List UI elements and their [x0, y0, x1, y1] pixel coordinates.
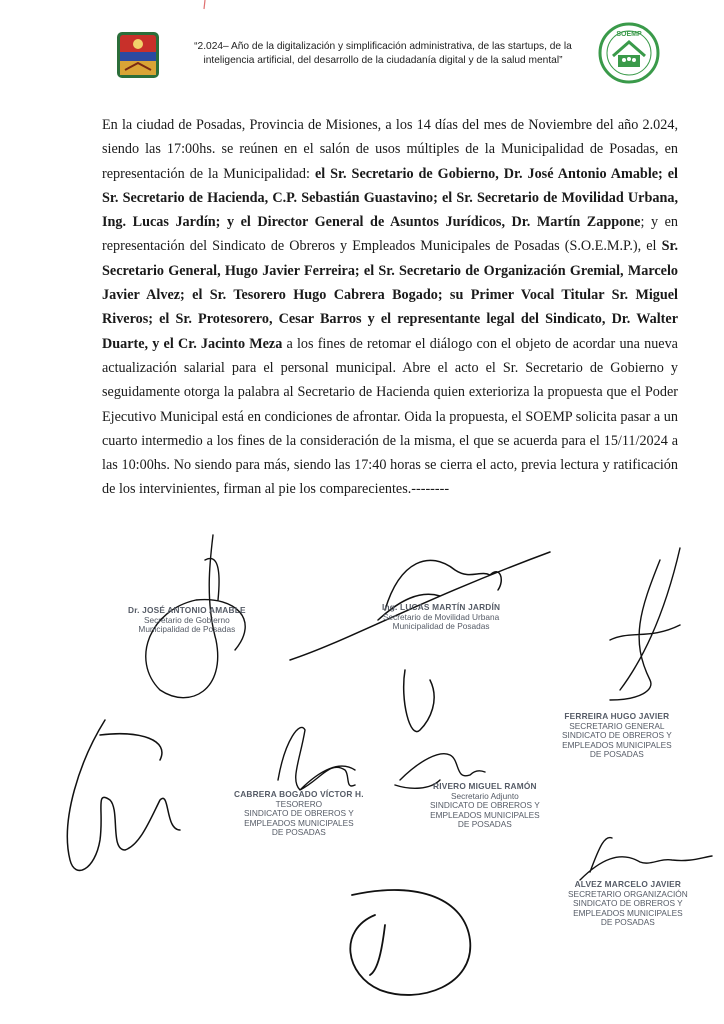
stamp-ferreira: [562, 712, 672, 760]
minutes-text-2: ; y en representación del Sindicato de Obreros y Empleados Municipales de Posadas (S.O.E.M.P.), el: [102, 214, 678, 255]
soemp-logo-text: SOEMP: [616, 31, 642, 38]
stamp-institution: DE POSADAS: [271, 827, 326, 837]
signature-cabrera: [278, 727, 355, 790]
soemp-logo: [598, 22, 660, 84]
stamp-name: Ing. LUCAS MARTÍN JARDÍN: [382, 602, 501, 612]
signature-meza: [350, 890, 470, 995]
minutes-text-1: En la ciudad de Posadas, Provincia de Misiones, a los 14 días del mes de Noviembre del año 2.024, siendo las 17:00hs. se reúnen en el salón de usos múltiples de la Municipalidad de Posadas, en representación de la Municipalidad:: [102, 117, 678, 182]
stamp-institution: SINDICATO DE OBREROS Y: [562, 730, 672, 740]
stamp-alvez: [568, 880, 688, 928]
stamp-institution: DE POSADAS: [589, 749, 644, 759]
stamp-institution: DE POSADAS: [600, 917, 655, 927]
municipal-crest-logo: [115, 30, 161, 80]
year-motto: “2.024– Año de la digitalización y simplificación administrativa, de las startups, de la inteligencia artificial, del desarrollo de la ciudadanía digital y de la salud mental”: [194, 41, 572, 66]
stamp-jardin: [382, 603, 500, 632]
stamp-institution: EMPLEADOS MUNICIPALES: [562, 739, 672, 750]
stamp-institution: Municipalidad de Posadas: [138, 624, 236, 634]
stamp-role: SECRETARIO ORGANIZACIÓN: [568, 888, 688, 899]
stamp-institution: Municipalidad de Posadas: [392, 621, 490, 631]
stamp-role: TESORERO: [275, 798, 323, 809]
stamp-role: SECRETARIO GENERAL: [569, 720, 665, 731]
stamp-name: CABRERA BOGADO VÍCTOR H.: [234, 789, 364, 799]
letterhead: [0, 0, 724, 100]
stamp-institution: SINDICATO DE OBREROS Y: [430, 800, 540, 810]
stamp-role: Secretario Adjunto: [450, 790, 519, 801]
signature-duarte: [67, 720, 180, 870]
municipal-representatives: el Sr. Secretario de Gobierno, Dr. José Antonio Amable; el Sr. Secretario de Hacienda, C.P. Sebastián Guastavino; el Sr. Secretario de Movilidad Urbana, Ing. Lucas Jardín; y el Director General de Asuntos Jurídicos, Dr. Martín Zappone: [102, 165, 678, 231]
minutes-paragraph: [102, 113, 678, 502]
union-representatives: Sr. Secretario General, Hugo Javier Ferreira; el Sr. Secretario de Organización Gremial, Marcelo Javier Alvez; el Sr. Tesorero Hugo Cabrera Bogado; su Primer Vocal Titular Sr. Miguel Riveros; el Sr. Protesorero, Cesar Barros y el representante legal del Sindicato, Dr. Walter Duarte, y el Cr. Jacinto Meza: [102, 238, 678, 352]
stamp-amable: [128, 606, 246, 635]
stamp-rivero: [430, 782, 540, 830]
stamp-name: ALVEZ MARCELO JAVIER: [574, 879, 682, 889]
minutes-body: [102, 113, 678, 502]
stamp-cabrera: [234, 790, 364, 838]
stamp-institution: SINDICATO DE OBREROS Y: [572, 898, 683, 908]
minutes-text-3: a los fines de retomar el diálogo con el objeto de acordar una nueva actualización salarial para el personal municipal. Abre el acto el Sr. Secretario de Gobierno y seguidamente otorga la palabra al Secretario de Hacienda quien exterioriza la propuesta que el Poder Ejecutivo Municipal está en condiciones de afrontar. Oida la propuesta, el SOEMP solicita pasar a un cuarto intermedio a los fines de la consideración de la misma, el que se acuerda para el 15/11/2024 a las 10:00hs. No siendo para más, siendo las 17:40 horas se cierra el acto, previa lectura y ratificación de los intervinientes, firman al pie los comparecientes.--------: [102, 335, 678, 498]
stamp-institution: SINDICATO DE OBREROS Y: [244, 808, 354, 818]
stamp-institution: EMPLEADOS MUNICIPALES: [244, 817, 354, 828]
stamp-institution: EMPLEADOS MUNICIPALES: [573, 907, 683, 918]
stamp-name: FERREIRA HUGO JAVIER: [564, 711, 670, 721]
stamp-institution: DE POSADAS: [457, 819, 512, 829]
stamp-name: RIVERO MIGUEL RAMÓN: [433, 781, 537, 791]
signature-alvez: [580, 837, 712, 880]
signature-jardin: [290, 552, 550, 732]
stamp-institution: EMPLEADOS MUNICIPALES: [430, 809, 540, 820]
stamp-role: Secretario de Movilidad Urbana: [382, 611, 500, 622]
stamp-name: Dr. JOSÉ ANTONIO AMABLE: [128, 605, 246, 615]
signature-ferreira: [610, 548, 680, 700]
stamp-role: Secretario de Gobierno: [143, 614, 230, 625]
